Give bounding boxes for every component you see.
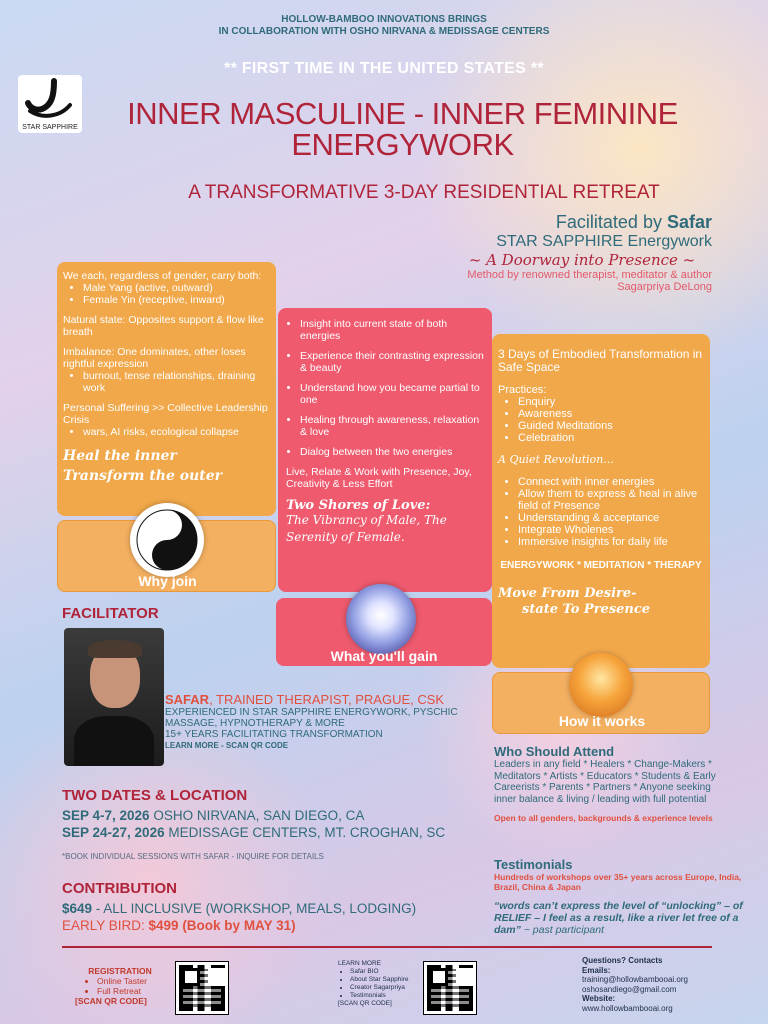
facilitator-name: SAFAR [165,692,210,707]
learn-scan: [SCAN QR CODE] [338,1000,392,1007]
heal-line-1: Heal the inner [63,448,177,464]
email-2[interactable]: oshosandiego@gmail.com [582,984,677,994]
gain-item-5: • Dialog between the two energies [300,446,484,458]
learn-item-2: • About Star Sapphire [350,976,428,984]
facilitator-learn-more[interactable]: LEARN MORE - SCAN QR CODE [165,741,289,750]
facilitator-experience: EXPERIENCED IN STAR SAPPHIRE ENERGYWORK, PYSCHIC MASSAGE, HYPNOTHERAPY & MORE [165,707,458,729]
reg-scan: [SCAN QR CODE] [75,996,147,1006]
gain-item-1: • Insight into current state of both energies [300,318,484,342]
date-2: SEP 24-27, 2026 [62,825,165,840]
dates-heading: TWO DATES & LOCATION [62,787,248,804]
gain-tab[interactable] [276,598,492,666]
presenter-line [0,14,768,38]
practice-4: • Celebration [518,432,704,444]
why-imbalance: Imbalance: One dominates, other loses rightful expression [63,346,246,370]
testimonial-quote: “words can’t express the level of “unlocking” – of RELIEF – I feel as a result, like a river let free of a dam” [494,900,743,936]
learn-item-1: • Safar BIO [350,968,428,976]
facilitator-photo [64,628,164,766]
star-sapphire-logo [18,75,82,133]
why-intro: We each, regardless of gender, carry both: [63,270,262,282]
retreat-subtitle: A TRANSFORMATIVE 3-DAY RESIDENTIAL RETREAT [188,182,660,203]
facilitated-block [372,212,712,293]
how-item-5: • Immersive insights for daily life [518,536,704,548]
gain-item-4: • Healing through awareness, relaxation & love [300,414,484,438]
gain-card [278,308,492,592]
learn-label: LEARN MORE [338,960,381,967]
how-item-4: • Integrate Wholenes [518,524,704,536]
practice-1: • Enquiry [518,396,704,408]
sunset-path-icon [569,653,633,717]
facilitator-heading: FACILITATOR [62,605,159,622]
sessions-note: *BOOK INDIVIDUAL SESSIONS WITH SAFAR - INQUIRE FOR DETAILS [62,852,324,861]
website-link[interactable]: www.hollowbambooai.org [582,1003,673,1013]
location-1: OSHO NIRVANA, SAN DIEGO, CA [149,808,365,823]
learn-item-4: • Testimonials [350,992,428,1000]
heal-script [63,446,270,486]
meditation-orb-icon [346,584,416,654]
energywork-brand: STAR SAPPHIRE Energywork [496,233,712,250]
how-card [492,334,710,668]
move-line-1: Move From Desire- [498,586,637,601]
early-bird-price: $499 (Book by MAY 31) [148,918,296,933]
learn-more-qr-code[interactable] [424,962,476,1014]
registration-block [75,966,165,1006]
method-author: Sagarpriya DeLong [617,281,712,293]
shores-title: Two Shores of Love: [286,498,431,513]
contacts-block [582,956,762,1013]
energywork-tagline: ENERGYWORK * MEDITATION * THERAPY [500,560,702,571]
testimonial-attrib: ~ past participant [520,924,605,936]
method-credit: Method by renowned therapist, meditator & author [467,269,712,281]
contribution-details [62,900,416,934]
facilitated-prefix: Facilitated by [555,212,667,232]
contribution-heading: CONTRIBUTION [62,880,177,897]
learn-item-3: • Creator Sagarpriya [350,984,428,992]
why-suffering: Personal Suffering >> Collective Leadership Crisis [63,402,268,426]
shores-text: The Vibrancy of Male, The Serenity of Female. [286,513,447,544]
how-item-2: • Allow them to express & heal in alive field of Presence [518,488,704,512]
location-2: MEDISSAGE CENTERS, MT. CROGHAN, SC [164,825,446,840]
attend-heading: Who Should Attend [494,744,615,759]
why-natural: Natural state: Opposites support & flow like breath [63,314,264,338]
why-imbalance-item: • burnout, tense relationships, draining work [83,370,270,394]
why-join-tab[interactable] [57,520,276,592]
main-title [80,98,725,160]
attend-block [494,744,734,823]
practice-3: • Guided Meditations [518,420,704,432]
why-join-card [57,262,276,516]
how-label: How it works [558,713,646,729]
facilitator-name-header: Safar [666,212,712,232]
move-line-2: state To Presence [522,602,651,617]
practices-label: Practices: [498,384,547,396]
emails-label: Emails: [582,965,611,975]
move-script [498,586,704,618]
testimonials-heading: Testimonials [494,857,573,872]
presenter-brings: BRINGS [445,14,487,25]
website-label: Website: [582,994,616,1003]
collaboration-line: IN COLLABORATION WITH OSHO NIRVANA & MEDISSAGE CENTERS [218,26,550,37]
gain-item-2: • Experience their contrasting expression & beauty [300,350,484,374]
dates-list [62,807,445,841]
email-1[interactable]: training@hollowbambooai.org [582,975,688,984]
how-tab[interactable] [492,672,710,734]
how-item-3: • Understanding & acceptance [518,512,704,524]
logo-text: STAR SAPPHIRE [22,124,78,131]
why-join-label: Why join [138,573,197,589]
practice-2: • Awareness [518,408,704,420]
gain-label: What you'll gain [330,648,438,664]
logo-mark-icon [18,75,82,121]
learn-more-block [338,960,428,1008]
why-yang: • Male Yang (active, outward) [83,282,270,294]
registration-qr-code[interactable] [176,962,228,1014]
attend-open: Open to all genders, backgrounds & experience levels [494,813,713,823]
first-time-banner: ** FIRST TIME IN THE UNITED STATES ** [224,60,544,77]
registration-label: REGISTRATION [88,966,152,976]
testimonials-sub: Hundreds of workshops over 35+ years across Europe, India, Brazil, China & Japan [494,872,742,892]
why-suffering-item: • wars, AI risks, ecological collapse [83,426,270,438]
early-bird-label: EARLY BIRD: [62,918,149,933]
title-line-1: INNER MASCULINE - INNER FEMININE [127,96,678,131]
how-item-1: • Connect with inner energies [518,476,704,488]
facilitator-bio [165,694,495,751]
price-amount: $649 [62,901,93,916]
facilitator-years: 15+ YEARS FACILITATING TRANSFORMATION [165,729,383,740]
date-1: SEP 4-7, 2026 [62,808,150,823]
gain-live: Live, Relate & Work with Presence, Joy, Creativity & Less Effort [286,466,472,490]
footer-divider [62,946,712,948]
facilitator-title: , TRAINED THERAPIST, PRAGUE, CSK [209,692,445,707]
attend-text: Leaders in any field * Healers * Change-Makers * Meditators * Artists * Educators * Students & Early Careerists * Parents * Partners * Anyone seeking inner balance & living / leading with full potential [494,759,716,805]
yin-yang-icon [130,503,204,577]
how-heading: 3 Days of Embodied Transformation in Safe Space [498,347,703,374]
title-line-2: ENERGYWORK [291,127,514,162]
questions-label: Questions? Contacts [582,956,663,965]
why-yin: • Female Yin (receptive, inward) [83,294,270,306]
reg-item-2: • Full Retreat [97,986,165,996]
testimonials-block [494,857,746,936]
gain-item-3: • Understand how you became partial to one [300,382,484,406]
reg-item-1: • Online Taster [97,976,165,986]
presenter-name: HOLLOW-BAMBOO INNOVATIONS [281,14,446,25]
price-details: - ALL INCLUSIVE (WORKSHOP, MEALS, LODGING) [92,901,417,916]
quiet-revolution: A Quiet Revolution... [498,453,614,466]
heal-line-2: Transform the outer [63,468,223,484]
doorway-tagline: ~ A Doorway into Presence ~ [468,251,696,269]
